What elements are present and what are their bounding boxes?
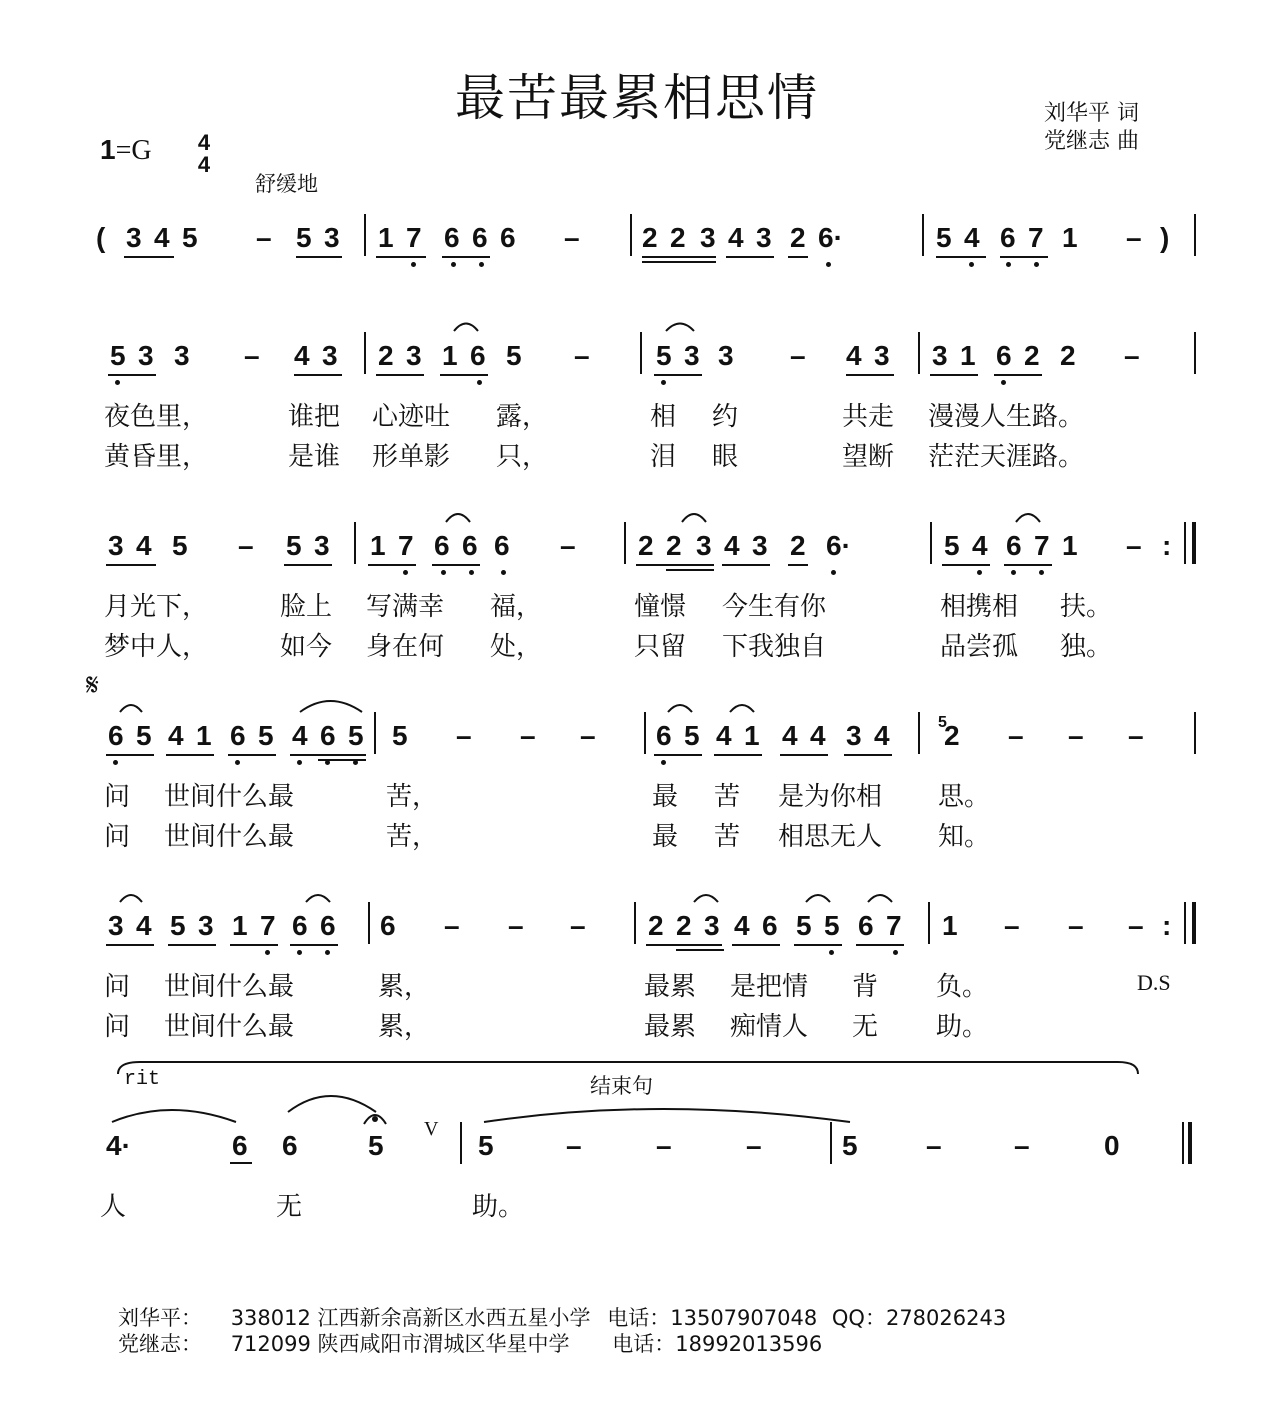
lyric-syllable: 是为你相 bbox=[778, 782, 883, 812]
note-digit: 2 bbox=[642, 222, 658, 253]
note-digit: 4 bbox=[724, 530, 740, 561]
lyric-syllable: 品尝孤 bbox=[940, 632, 1019, 662]
note-digit: 5 bbox=[348, 720, 364, 751]
note-digit: 4 bbox=[154, 222, 170, 253]
lyric-syllable: 处， bbox=[490, 632, 543, 662]
note-digit: 6 bbox=[500, 222, 516, 253]
note-digit: 5 bbox=[478, 1130, 494, 1161]
dash-mark: – bbox=[1124, 340, 1140, 371]
note-digit: : bbox=[1162, 530, 1172, 561]
note-digit: 2 bbox=[1060, 340, 1076, 371]
note-digit: 4 bbox=[716, 720, 732, 751]
note-digit: 5 bbox=[296, 222, 312, 253]
contact-phone: 电话：18992013596 bbox=[612, 1332, 823, 1356]
contact-qq: QQ：278026243 bbox=[831, 1306, 1007, 1330]
note-digit: 5 bbox=[136, 720, 152, 751]
note-digit: 6 bbox=[656, 720, 672, 751]
note-digit: 2 bbox=[676, 910, 692, 941]
note-digit: 4 bbox=[728, 222, 744, 253]
contact-postcode: 712099 bbox=[230, 1332, 311, 1356]
note-digit: 4 bbox=[734, 910, 750, 941]
dash-mark: – bbox=[1068, 720, 1084, 751]
lyric-syllable: 望断 bbox=[842, 442, 895, 472]
lyric-syllable: 下我独自 bbox=[722, 632, 827, 662]
note-digit: 6 bbox=[108, 720, 124, 751]
note-digit: 3 bbox=[846, 720, 862, 751]
note-digit: 6 bbox=[996, 340, 1012, 371]
dash-mark: – bbox=[1004, 910, 1020, 941]
grace-note: 5 bbox=[938, 714, 947, 731]
lyric-syllable: 助。 bbox=[936, 1012, 989, 1042]
note-digit: 3 bbox=[138, 340, 154, 371]
note-digit: 1 bbox=[942, 910, 958, 941]
note-digit: 5 bbox=[286, 530, 302, 561]
note-digit: 4 bbox=[972, 530, 988, 561]
note-digit: 6 bbox=[494, 530, 510, 561]
note-digit: 4 bbox=[964, 222, 980, 253]
lyric-syllable: 相思无人 bbox=[778, 822, 883, 852]
note-digit: 6 bbox=[470, 340, 486, 371]
dash-mark: – bbox=[564, 222, 580, 253]
note-digit: 5 bbox=[936, 222, 952, 253]
lyric-syllable: 今生有你 bbox=[722, 592, 827, 622]
dash-mark: – bbox=[656, 1130, 672, 1161]
dash-mark: – bbox=[1068, 910, 1084, 941]
dash-mark: – bbox=[1128, 720, 1144, 751]
note-digit: 3 bbox=[108, 910, 124, 941]
contact-name: 党继志： bbox=[118, 1332, 202, 1356]
note-digit: ) bbox=[1160, 222, 1170, 253]
lyric-syllable: 负。 bbox=[936, 972, 989, 1002]
note-digit: 3 bbox=[126, 222, 142, 253]
note-digit: 3 bbox=[932, 340, 948, 371]
note-digit: 5 bbox=[842, 1130, 858, 1161]
lyric-syllable: 无 bbox=[852, 1012, 879, 1042]
note-digit: 4 bbox=[810, 720, 826, 751]
note-digit: 4 bbox=[136, 910, 152, 941]
lyric-syllable: 身在何 bbox=[366, 632, 445, 662]
note-digit: 4 bbox=[168, 720, 184, 751]
dash-mark: – bbox=[244, 340, 260, 371]
lyric-syllable: 世间什么最 bbox=[164, 972, 295, 1002]
lyric-syllable: 约 bbox=[712, 402, 739, 432]
lyric-syllable: 形单影 bbox=[372, 442, 451, 472]
note-digit: 5 bbox=[944, 530, 960, 561]
lyric-syllable: 独。 bbox=[1060, 632, 1113, 662]
lyric-syllable: 痴情人 bbox=[730, 1012, 809, 1042]
note-digit: 5 bbox=[824, 910, 840, 941]
note-digit: 6· bbox=[818, 222, 843, 253]
note-digit: 6 bbox=[230, 720, 246, 751]
lyric-syllable: 苦 bbox=[714, 782, 741, 812]
note-digit: 5 bbox=[506, 340, 522, 371]
note-digit: 6 bbox=[292, 910, 308, 941]
dash-mark: – bbox=[238, 530, 254, 561]
note-digit: 2 bbox=[670, 222, 686, 253]
lyric-syllable: 漫漫人生路。 bbox=[928, 402, 1085, 432]
note-digit: 7 bbox=[886, 910, 902, 941]
lyric-syllable: 扶。 bbox=[1060, 592, 1113, 622]
dash-mark: – bbox=[1008, 720, 1024, 751]
dal-segno-marking: D.S bbox=[1137, 970, 1171, 995]
lyric-syllable: 最累 bbox=[644, 1012, 697, 1042]
dash-mark: – bbox=[456, 720, 472, 751]
key-degree: 1 bbox=[100, 134, 116, 165]
note-digit: 5 bbox=[368, 1130, 384, 1161]
lyric-syllable: 背 bbox=[852, 972, 879, 1002]
note-digit: 1 bbox=[960, 340, 976, 371]
note-digit: 3 bbox=[684, 340, 700, 371]
note-digit: 4· bbox=[106, 1130, 131, 1161]
lyric-syllable: 月光下， bbox=[104, 592, 209, 622]
lyric-syllable: 如今 bbox=[280, 632, 333, 662]
note-digit: 3 bbox=[314, 530, 330, 561]
lyric-syllable: 最累 bbox=[644, 972, 697, 1002]
note-digit: 4 bbox=[136, 530, 152, 561]
note-digit: 3 bbox=[322, 340, 338, 371]
lyric-syllable: 憧憬 bbox=[634, 592, 687, 622]
lyric-syllable: 只留 bbox=[634, 632, 687, 662]
lyric-syllable: 世间什么最 bbox=[164, 822, 295, 852]
note-digit: 2 bbox=[666, 530, 682, 561]
time-signature-bottom: 4 bbox=[197, 152, 211, 177]
note-digit: 5 bbox=[796, 910, 812, 941]
note-digit: 4 bbox=[782, 720, 798, 751]
contact-address: 陕西咸阳市渭城区华星中学 bbox=[317, 1332, 570, 1356]
note-digit: 6 bbox=[1000, 222, 1016, 253]
dash-mark: – bbox=[574, 340, 590, 371]
time-signature-top: 4 bbox=[197, 130, 211, 155]
dash-mark: – bbox=[1014, 1130, 1030, 1161]
note-digit: 1 bbox=[744, 720, 760, 751]
note-digit: 6 bbox=[320, 910, 336, 941]
note-digit: 3 bbox=[174, 340, 190, 371]
note-digit: 6· bbox=[826, 530, 851, 561]
dash-mark: – bbox=[1126, 222, 1142, 253]
lyric-syllable: 问 bbox=[104, 1012, 131, 1042]
lyric-syllable: 泪 bbox=[650, 442, 677, 472]
dash-mark: – bbox=[520, 720, 536, 751]
note-digit: 3 bbox=[874, 340, 890, 371]
key-name: =G bbox=[115, 135, 152, 166]
note-digit: 7 bbox=[398, 530, 414, 561]
note-digit: 6 bbox=[320, 720, 336, 751]
lyric-syllable: 茫茫天涯路。 bbox=[928, 442, 1085, 472]
note-digit: 2 bbox=[378, 340, 394, 371]
note-digit: 3 bbox=[704, 910, 720, 941]
contact-name: 刘华平： bbox=[118, 1306, 202, 1330]
note-digit: 4 bbox=[294, 340, 310, 371]
tempo-marking: 舒缓地 bbox=[255, 172, 318, 196]
lyric-syllable: 眼 bbox=[712, 442, 739, 472]
note-digit: 6 bbox=[434, 530, 450, 561]
lyric-syllable: 露， bbox=[496, 402, 549, 432]
note-digit: 6 bbox=[444, 222, 460, 253]
note-digit: : bbox=[1162, 910, 1172, 941]
note-digit: 5 bbox=[172, 530, 188, 561]
lyric-syllable: 问 bbox=[104, 972, 131, 1002]
note-digit: 7 bbox=[1034, 530, 1050, 561]
note-digit: 3 bbox=[752, 530, 768, 561]
note-digit: 6 bbox=[858, 910, 874, 941]
dash-mark: – bbox=[746, 1130, 762, 1161]
note-digit: 3 bbox=[108, 530, 124, 561]
lyric-syllable: 苦 bbox=[714, 822, 741, 852]
note-digit: 3 bbox=[406, 340, 422, 371]
note-digit: 1 bbox=[378, 222, 394, 253]
note-digit: 2 bbox=[648, 910, 664, 941]
dash-mark: – bbox=[926, 1130, 942, 1161]
note-digit: 5 bbox=[684, 720, 700, 751]
note-digit: 1 bbox=[1062, 530, 1078, 561]
note-digit: 4 bbox=[846, 340, 862, 371]
lyric-syllable: 写满幸 bbox=[366, 592, 445, 622]
note-digit: 7 bbox=[260, 910, 276, 941]
lyric-syllable: 无 bbox=[276, 1192, 303, 1222]
note-digit: 7 bbox=[1028, 222, 1044, 253]
dash-mark: – bbox=[790, 340, 806, 371]
ending-phrase-label: 结束句 bbox=[590, 1074, 653, 1098]
note-digit: 1 bbox=[442, 340, 458, 371]
lyric-syllable: 人 bbox=[100, 1192, 127, 1222]
note-digit: 1 bbox=[232, 910, 248, 941]
lyric-syllable: 最 bbox=[652, 822, 679, 852]
note-digit: 2 bbox=[944, 720, 960, 751]
dash-mark: – bbox=[508, 910, 524, 941]
lyric-syllable: 脸上 bbox=[280, 592, 333, 622]
note-digit: 6 bbox=[380, 910, 396, 941]
note-digit: ( bbox=[96, 222, 106, 253]
note-digit: 6 bbox=[282, 1130, 298, 1161]
contact-phone: 电话：13507907048 bbox=[607, 1306, 818, 1330]
lyricist-credit: 刘华平 词 bbox=[1044, 101, 1139, 126]
dash-mark: – bbox=[560, 530, 576, 561]
note-digit: 5 bbox=[656, 340, 672, 371]
note-digit: 1 bbox=[370, 530, 386, 561]
dash-mark: – bbox=[256, 222, 272, 253]
note-digit: 6 bbox=[762, 910, 778, 941]
note-digit: 3 bbox=[696, 530, 712, 561]
note-digit: 2 bbox=[790, 222, 806, 253]
note-digit: 3 bbox=[700, 222, 716, 253]
note-digit: 3 bbox=[324, 222, 340, 253]
note-digit: 6 bbox=[462, 530, 478, 561]
note-digit: 7 bbox=[406, 222, 422, 253]
note-digit: 4 bbox=[292, 720, 308, 751]
dash-mark: – bbox=[570, 910, 586, 941]
lyric-syllable: 累， bbox=[378, 972, 431, 1002]
note-digit: 5 bbox=[258, 720, 274, 751]
lyric-syllable: 问 bbox=[104, 782, 131, 812]
note-digit: 6 bbox=[232, 1130, 248, 1161]
dash-mark: – bbox=[444, 910, 460, 941]
note-digit: 1 bbox=[1062, 222, 1078, 253]
lyric-syllable: 共走 bbox=[842, 402, 895, 432]
note-digit: 2 bbox=[1024, 340, 1040, 371]
lyric-syllable: 苦， bbox=[386, 782, 439, 812]
contact-postcode: 338012 bbox=[230, 1306, 311, 1330]
lyric-syllable: 思。 bbox=[938, 782, 991, 812]
lyric-syllable: 苦， bbox=[386, 822, 439, 852]
note-digit: 1 bbox=[196, 720, 212, 751]
lyric-syllable: 是谁 bbox=[288, 442, 341, 472]
contact-address: 江西新余高新区水西五星小学 bbox=[317, 1306, 591, 1330]
note-digit: 3 bbox=[756, 222, 772, 253]
lyric-syllable: 福， bbox=[490, 592, 543, 622]
dash-mark: – bbox=[1126, 530, 1142, 561]
dash-mark: – bbox=[580, 720, 596, 751]
lyric-syllable: 知。 bbox=[938, 822, 991, 852]
lyric-syllable: 相 bbox=[650, 402, 677, 432]
segno-sign: 𝄋 bbox=[86, 668, 99, 703]
lyric-syllable: 只， bbox=[496, 442, 549, 472]
note-digit: 5 bbox=[392, 720, 408, 751]
lyric-syllable: 世间什么最 bbox=[164, 782, 295, 812]
note-digit: 4 bbox=[874, 720, 890, 751]
lyric-syllable: 黄昏里， bbox=[104, 442, 209, 472]
ritardando-marking: rit bbox=[124, 1068, 161, 1091]
note-digit: 3 bbox=[198, 910, 214, 941]
note-digit: 6 bbox=[472, 222, 488, 253]
note-digit: 0 bbox=[1104, 1130, 1120, 1161]
lyric-syllable: 谁把 bbox=[288, 402, 341, 432]
note-digit: 5 bbox=[182, 222, 198, 253]
lyric-syllable: 最 bbox=[652, 782, 679, 812]
note-digit: 2 bbox=[638, 530, 654, 561]
note-digit: 2 bbox=[790, 530, 806, 561]
dash-mark: – bbox=[1128, 910, 1144, 941]
lyric-syllable: 心迹吐 bbox=[372, 402, 451, 432]
lyric-syllable: 助。 bbox=[472, 1192, 525, 1222]
composer-credit: 党继志 曲 bbox=[1044, 129, 1139, 154]
lyric-syllable: 夜色里， bbox=[104, 402, 209, 432]
lyric-syllable: 累， bbox=[378, 1012, 431, 1042]
note-digit: 6 bbox=[1006, 530, 1022, 561]
note-digit: 3 bbox=[718, 340, 734, 371]
lyric-syllable: 梦中人， bbox=[104, 632, 209, 662]
dash-mark: – bbox=[566, 1130, 582, 1161]
lyric-syllable: 问 bbox=[104, 822, 131, 852]
note-digit: 5 bbox=[110, 340, 126, 371]
song-title: 最苦最累相思情 bbox=[455, 69, 819, 127]
note-digit: 5 bbox=[170, 910, 186, 941]
lyric-syllable: 相携相 bbox=[940, 592, 1019, 622]
breath-mark: V bbox=[424, 1118, 439, 1140]
lyric-syllable: 是把情 bbox=[730, 972, 809, 1002]
lyric-syllable: 世间什么最 bbox=[164, 1012, 295, 1042]
